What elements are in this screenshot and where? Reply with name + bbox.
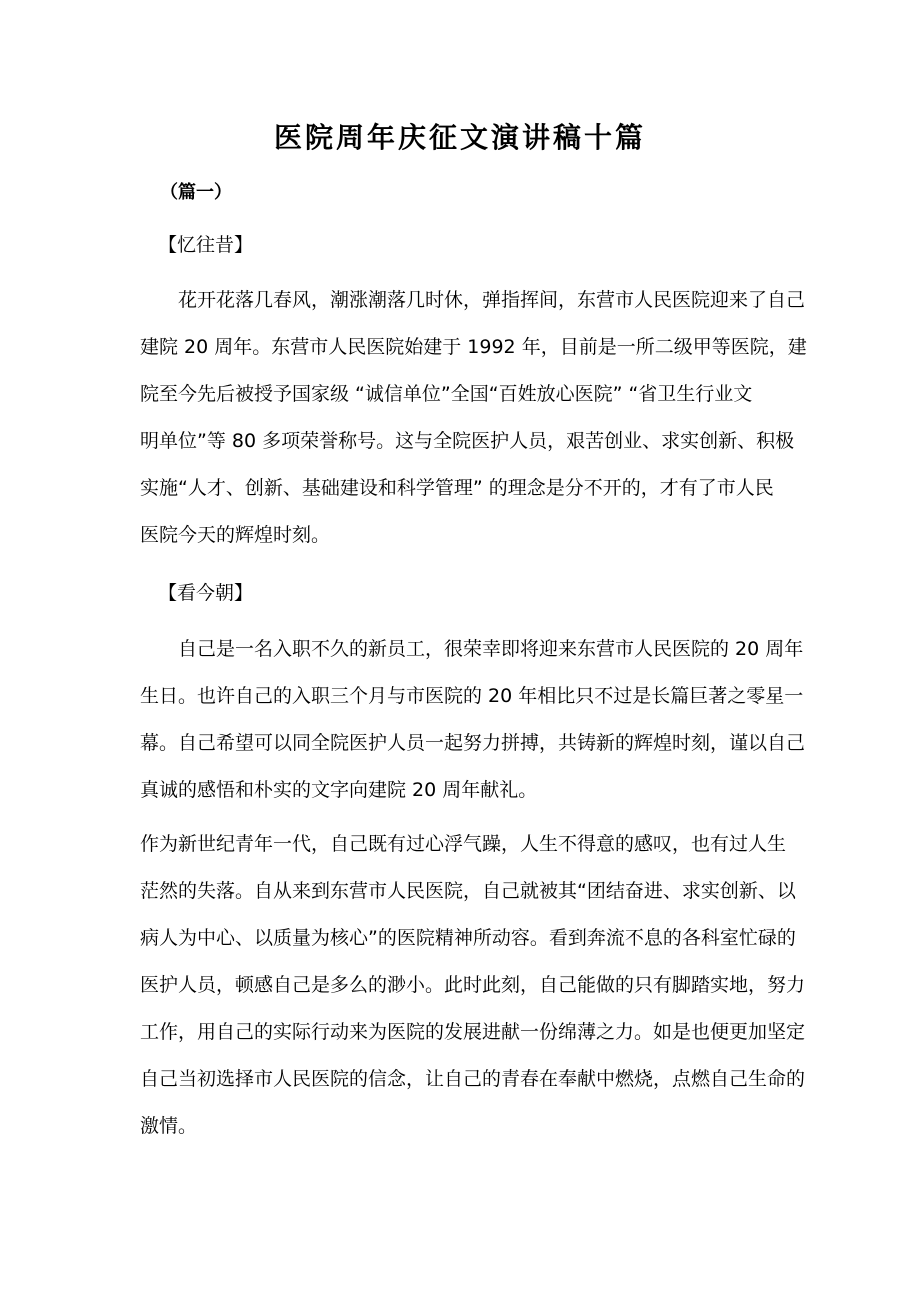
paragraph-line: 花开花落几春风，潮涨潮落几时休，弹指挥间，东营市人民医院迎来了自己 [140, 289, 806, 311]
paragraph-line: 激情。 [140, 1115, 198, 1137]
paragraph-past [140, 284, 807, 566]
paragraph-line: 明单位”等 80 多项荣誉称号。这与全院医护人员，艰苦创业、求实创新、积极 [140, 430, 795, 452]
section-label: （篇一） [160, 182, 232, 203]
paragraph-line: 医院今天的辉煌时刻。 [140, 524, 331, 546]
heading-past: 【忆往昔】 [158, 234, 254, 256]
paragraph-present [140, 633, 806, 821]
paragraph-line: 建院 20 周年。东营市人民医院始建于 1992 年，目前是一所二级甲等医院，建 [140, 336, 807, 358]
heading-present: 【看今朝】 [158, 582, 254, 604]
paragraph-line: 实施“人才、创新、基础建设和科学管理” 的理念是分不开的，才有了市人民 [140, 477, 774, 499]
paragraph-line: 真诚的感悟和朴实的文字向建院 20 周年献礼。 [140, 779, 538, 801]
paragraph-line: 自己是一名入职不久的新员工，很荣幸即将迎来东营市人民医院的 20 周年 [140, 638, 804, 660]
paragraph-reflection [140, 828, 806, 1157]
paragraph-line: 作为新世纪青年一代，自己既有过心浮气躁，人生不得意的感叹，也有过人生 [140, 833, 787, 855]
paragraph-line: 病人为中心、以质量为核心”的医院精神所动容。看到奔流不息的各科室忙碌的 [140, 927, 796, 949]
document-title: 医院周年庆征文演讲稿十篇 [273, 121, 646, 154]
paragraph-line: 自己当初选择市人民医院的信念，让自己的青春在奉献中燃烧，点燃自己生命的 [140, 1068, 806, 1090]
paragraph-line: 工作，用自己的实际行动来为医院的发展进献一份绵薄之力。如是也便更加坚定 [140, 1021, 806, 1043]
paragraph-line: 生日。也许自己的入职三个月与市医院的 20 年相比只不过是长篇巨著之零星一 [140, 685, 804, 707]
paragraph-line: 医护人员，顿感自己是多么的渺小。此时此刻，自己能做的只有脚踏实地，努力 [140, 974, 806, 996]
paragraph-line: 院至今先后被授予国家级 “诚信单位”全国“百姓放心医院” “省卫生行业文 [140, 383, 753, 405]
paragraph-line: 幕。自己希望可以同全院医护人员一起努力拼搏，共铸新的辉煌时刻，谨以自己 [140, 732, 806, 754]
paragraph-line: 茫然的失落。自从来到东营市人民医院，自己就被其“团结奋进、求实创新、以 [140, 880, 796, 902]
